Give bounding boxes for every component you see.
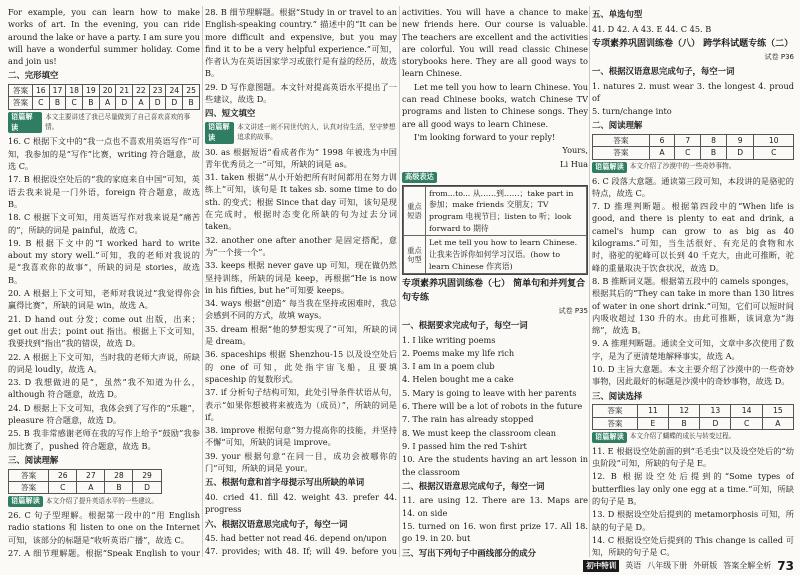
letter-paragraph: Let me tell you how to learn Chinese. You can read Chinese books, watch Chinese TV programs and listen to Chinese songs. They are all good ways to learn Chinese.: [402, 81, 588, 129]
section-title: 五、根据句意和首字母提示写出所缺的单词: [205, 477, 365, 488]
tag-label: 语篇解读: [8, 112, 42, 134]
footer-subject: 英语: [625, 561, 642, 570]
list-item: 9. I passed him the red T-shirt: [402, 440, 527, 451]
answer-line: 1. natures 2. must wear 3. the longest 4. proud of: [592, 80, 794, 103]
list-item: 18. C 根据下文可知，用英语写作对我来说是“痛苦的”，所缺的词是 painful，故选 C。: [8, 212, 200, 235]
section-title: 三、阅读选择: [592, 390, 643, 401]
table-cell: 16: [32, 85, 49, 97]
tag-label: 高级表达: [402, 172, 437, 183]
column-divider: [399, 6, 400, 557]
intro-paragraph: For example, you can learn how to make works of art. In the evening, you can ride around the lake or have a party. I am sure you will have a wonderful summer holiday. Come and join us!: [8, 7, 200, 67]
table-cell: 26: [49, 469, 77, 481]
answer-list: [8, 135, 200, 451]
table-cell: B: [83, 97, 100, 109]
answer-line: 41. D 42. A 43. E 44. C 45. B: [592, 23, 712, 34]
table-cell: 24: [166, 85, 183, 97]
answer-list: [8, 509, 200, 557]
box-row-head: 重点句型: [404, 236, 426, 274]
section-title: 三、阅读理解: [8, 454, 59, 465]
list-item: 2. Poems make my life rich: [402, 347, 515, 358]
tag-line: [205, 122, 397, 144]
tag-note: 本文介绍了提升英语水平的一些建议。: [45, 496, 158, 505]
list-item: 3. I am in a poem club: [402, 361, 495, 372]
section-title: 一、根据要求完成句子，每空一词: [402, 319, 528, 330]
table-cell: 21: [116, 85, 133, 97]
answer-list: [592, 175, 794, 388]
letter-paragraph: I'm looking forward to your reply!: [414, 131, 556, 142]
table-cell: 14: [731, 405, 762, 417]
table-cell: 8: [701, 135, 727, 147]
list-item: 39. your 根据句意“在同一目，成功会被哪你的门”可知，所缺的词是 your。: [205, 450, 397, 473]
tag-line: [592, 432, 794, 443]
table-cell: 10: [754, 135, 794, 147]
table-cell: E: [637, 417, 668, 429]
table-cell: 答案: [9, 469, 49, 481]
list-item: 17. B 根据设空处后的“我的家庭来自中国”可知，英语去我来说是一门外语，foreign 符合题意，故选 B。: [8, 174, 200, 209]
answer-line: 45. had better not read 46. depend on/upon: [205, 533, 387, 544]
box-row-text: from...to... 从……到……；take part in 参加；make friends 交朋友；TV program 电视节目；listen to 听；look forward to 期待: [426, 186, 587, 236]
answer-table: [592, 134, 794, 160]
table-cell: 答案: [593, 405, 638, 417]
tag-line: [592, 162, 794, 173]
list-item: 28. B 细节理解题。根据“Study in or travel to an English-speaking country.” 描述中的“It can be more difficult and expensive, but you may find it to be a very helpful experience.”可知，作者认为在英语国家学习或旅行是有益的经历，故选 B。: [205, 7, 397, 79]
page-footer: [560, 559, 794, 573]
column-3: [402, 6, 588, 557]
list-item: 34. ways 根据“创造” 每当我在坚持或困难时，我总会感到不同的方式，故填 ways。: [205, 298, 397, 321]
table-cell: 答案: [593, 147, 650, 159]
tag-label: 语篇解读: [8, 496, 43, 507]
table-cell: D: [700, 417, 731, 429]
section-title: 六、根据汉语意思完成句子，每空一词: [205, 518, 348, 529]
table-cell: C: [32, 97, 49, 109]
list-item: 6. C 段落大意题。通读第三段可知，本段讲的是骆驼的特点，故选 C。: [592, 175, 794, 198]
footer-grade: 八年级下册: [647, 561, 688, 570]
list-item: 6. There will be a lot of robots in the future: [402, 401, 583, 412]
list-item: 38. improve 根据句意“努力提高你的技能，并坚持不懈”可知，所缺的词是 improve。: [205, 425, 397, 448]
footer-answers: 答案全解全析: [723, 561, 772, 570]
list-item: 30. as 根据短语“看成者作为” 1998 年被选为中国青年优秀员之一”可知，所缺的词是 as。: [205, 146, 397, 169]
table-cell: 12: [669, 405, 700, 417]
list-item: 37. if 分析句子结构可知，此处引导条件状语从句，表示“如果你想被将来被选为（成员）”，所缺的词是 if。: [205, 387, 397, 422]
tag-label: 语篇解读: [592, 432, 627, 443]
tag-line: [8, 496, 200, 507]
table-cell: B: [105, 481, 133, 493]
column-4: [592, 6, 794, 557]
table-cell: C: [731, 417, 762, 429]
list-item: 35. dream 根据“他的梦想实现了”可知，所缺的词是 dream。: [205, 323, 397, 347]
exercise-reference: 试卷 P36: [764, 53, 794, 62]
list-item: 7. The rain has already stopped: [402, 414, 534, 425]
section-title: 三、写出下列句子中画线部分的成分: [402, 547, 536, 557]
list-item: 12. B 根据设空处后提到的“Some types of butterflies lay only one egg at a time.”可知，所缺的句子是 B。: [592, 471, 794, 507]
footer-edition: 外研版: [693, 561, 718, 570]
table-cell: 答案: [9, 97, 33, 109]
table-cell: A: [77, 481, 105, 493]
table-cell: 11: [637, 405, 668, 417]
answer-list: [205, 146, 397, 475]
answer-list: [402, 334, 588, 478]
list-item: 24. D 根据上下文可知，我体会到了写作的“乐趣”，pleasure 符合题意，故选 D。: [8, 402, 200, 425]
table-cell: A: [99, 97, 116, 109]
list-item: 23. D 我想做进的是“，虽然”我不知道为什么，although 符合题意，故选 D。: [8, 377, 200, 400]
box-row-head: 重点短语: [404, 186, 426, 236]
table-cell: 20: [99, 85, 116, 97]
exercise-reference: 试卷 P35: [558, 307, 588, 316]
answer-list: [205, 6, 397, 105]
tag-note: 本文讲述一则不同世代的人，认真对待生活，坚守梦想追求的故事。: [237, 122, 396, 141]
table-cell: 29: [133, 469, 161, 481]
answer-line: 15. turned on 16. won first prize 17. All 18. go 19. in 20. but: [402, 521, 588, 544]
tag-note: 本文主要讲述了我已尽量做到了自己喜欢喜欢的事情。: [45, 112, 191, 131]
table-cell: B: [669, 417, 700, 429]
table-cell: 23: [149, 85, 166, 97]
list-item: 10. D 主旨大意题。本文主要介绍了沙漠中的一些奇妙事物，因此最好的标题是沙漠中的奇妙事物，故选 D。: [592, 364, 794, 387]
list-item: 13. D 根据设空处后提到的 metamorphosis 可知，所缺的句子是 D。: [592, 509, 794, 532]
table-cell: A: [762, 417, 793, 429]
table-cell: 答案: [9, 481, 49, 493]
list-item: 26. C 句子型理解。根据第一段中的“用 English radio stations 和 listen to one on the Internet 可知，该部分的标题是“收听英语广播”，故选 C。: [8, 510, 200, 545]
exercise-title: 专项素养巩固训练卷（七） 简单句和并列复合句专练: [402, 279, 586, 303]
tag-note: 本文介绍了沙漠中的一些奇妙事物。: [629, 162, 736, 171]
tag-line: [8, 112, 200, 134]
answer-line: 5. turn/change into: [592, 106, 672, 117]
letter-paragraph: activities. You will have a chance to make new friends here. Our course is valuable. The teachers are excellent and the activities are colorful. You will read classic Chinese storybooks here. They are all good ways to learn Chinese.: [402, 7, 588, 79]
list-item: 7. D 推理判断题。根据第四段中的“When life is good, and there is plenty to eat and drink, a camel's hump can grow to as big as 40 kilograms.”可知，当生活很好、有充足的食物和水时，骆驼的驼峰可以长到 40 千克大，由此可推断，驼峰的重量取决于饮食状况，故选 D。: [592, 201, 794, 273]
table-cell: B: [701, 147, 727, 159]
answer-table: [592, 404, 794, 430]
table-cell: 答案: [593, 135, 650, 147]
table-cell: C: [675, 147, 701, 159]
page-number: 73: [777, 559, 794, 573]
table-cell: 19: [83, 85, 100, 97]
table-cell: 15: [762, 405, 793, 417]
table-cell: D: [726, 147, 754, 159]
list-item: 10. Are the students having an art lesson in the classroom: [402, 454, 588, 477]
column-divider: [202, 6, 203, 557]
list-item: 11. E 根据设空处前面的到“毛毛虫”以及设空处后的“幼虫阶段”可知，所缺的句子是 E。: [592, 445, 794, 469]
table-cell: 7: [675, 135, 701, 147]
list-item: 21. D hand out 分发；come out 出版，出来；get out 出去；point out 指出。根据上下文可知，我要找到“指出”我的错误，故选 D。: [8, 313, 200, 349]
table-cell: 17: [49, 85, 66, 97]
table-cell: 6: [649, 135, 675, 147]
section-title: 五、单选句型: [592, 9, 643, 19]
table-cell: A: [133, 97, 150, 109]
list-item: 8. B 推断词义题。根据第五段中的 camels sponges，根据其后的“They can take in more than 130 litres of water in one short drink.”可知，它们可以短时间内吸收超过 130 升的水。由此可推断，该词意为“海绵”，故选 B。: [592, 275, 794, 336]
answer-line: 11. are using 12. There are 13. Maps are 14. on side: [402, 495, 588, 518]
answer-table: [8, 84, 200, 110]
table-cell: 27: [77, 469, 105, 481]
list-item: 16. C 根据下文中的“我一点也不喜欢用英语写作”可知，我参加的是“写作”比赛，writing 符合题意，故选 C。: [8, 136, 200, 172]
section-title: 二、阅读理解: [592, 120, 643, 131]
list-item: 14. C 根据设空处后提到的 This change is called 可知，所缺的句子是 C。: [592, 534, 794, 557]
table-cell: B: [183, 97, 200, 109]
list-item: 25. B 我非常感谢老师在我的写作上给予“鼓励”我参加比赛了，pushed 符合题意，故选 B。: [8, 428, 200, 451]
list-item: 19. B 根据下文中的“I worked hard to write about my story well.”可知，我的老师对我说的是“我喜欢你的故事”，所缺的词是 stories，故选 B。: [8, 237, 200, 285]
brand-logo: 初中特训: [583, 560, 619, 571]
column-2: [205, 6, 397, 557]
column-1: [8, 6, 200, 557]
list-item: 5. Mary is going to leave with her parents: [402, 387, 577, 398]
table-cell: 22: [133, 85, 150, 97]
answer-line: 40. cried 41. fill 42. weight 43. prefer 44. progress: [205, 491, 397, 515]
list-item: 22. A 根据上下文可知，当时我的老师大声说，所缺的词是 loudly，故选 A。: [8, 351, 200, 374]
answer-line: 47. provides; with 48. If; will 49. before you: [205, 546, 397, 557]
list-item: 9. A 推理判断题。通读全文可知，文章中多次使用了数字，是为了更清楚地解释事实，故选 A。: [592, 338, 794, 361]
exercise-title: 专项素养巩固训练卷（八） 跨学科试题专练（二）: [592, 38, 794, 49]
list-item: 20. A 根据上下文可知，老师对我说过“我觉得你会赢得比赛”，所缺的词是 win，故选 A。: [8, 288, 200, 311]
table-cell: 18: [66, 85, 83, 97]
list-item: 29. D 写作意图题。本文针对提高英语水平提出了一些建议，故选 D。: [205, 81, 397, 105]
tag-line: [402, 172, 588, 183]
table-cell: 答案: [9, 85, 33, 97]
letter-signature: Li Hua: [560, 158, 588, 169]
answer-table: [8, 469, 162, 495]
tag-note: 本文介绍了蝴蝶的成长与转变过程。: [629, 432, 736, 441]
section-title: 二、根据汉语意思完成句子，每空一词: [402, 480, 545, 491]
table-cell: D: [116, 97, 133, 109]
list-item: 33. keeps 根据 never gave up 可知，现在做仍然坚持训练，所缺的词是 keep，再根据“He is now in his fifties, but he”可知要 keeps。: [205, 260, 397, 295]
list-item: 8. We must keep the classroom clean: [402, 427, 557, 438]
tag-label: 语篇解读: [592, 162, 627, 173]
list-item: 27. A 细节理解题。根据“Speak English to your: [8, 547, 200, 557]
table-cell: B: [49, 97, 66, 109]
table-cell: 13: [700, 405, 731, 417]
list-item: 31. taken 根据“从小开始把所有时间都用在努力训练上”可知，该句是 It takes sb. some time to do sth. 的变式；根据 Since that day 可知，该句是现在完成时，根据时态变化所缺的句为过去分词 taken。: [205, 172, 397, 232]
list-item: 4. Helen bought me a cake: [402, 374, 514, 385]
table-cell: 28: [105, 469, 133, 481]
table-cell: 25: [183, 85, 200, 97]
column-divider: [589, 6, 590, 557]
list-item: 36. spaceships 根据 Shenzhou-15 以及设空处后的 one of 可知，此处指宇宙飞船，且要填 spaceship 的复数形式。: [205, 349, 397, 384]
table-cell: D: [149, 97, 166, 109]
table-cell: C: [49, 481, 77, 493]
list-item: 1. I like writing poems: [402, 334, 496, 345]
section-title: 一、根据汉语意思完成句子，每空一词: [592, 65, 735, 76]
expression-box: [402, 185, 588, 276]
table-cell: 答案: [593, 417, 638, 429]
table-cell: D: [133, 481, 161, 493]
table-cell: 9: [726, 135, 754, 147]
table-cell: C: [754, 147, 794, 159]
table-cell: C: [66, 97, 83, 109]
table-cell: A: [649, 147, 675, 159]
list-item: 32. another one after another 是固定搭配，意为“一个接一个”。: [205, 234, 397, 257]
letter-closing: Yours,: [562, 145, 588, 156]
tag-label: 语篇解读: [205, 122, 234, 144]
section-title: 二、完形填空: [8, 70, 59, 81]
table-cell: D: [166, 97, 183, 109]
answer-list: [592, 445, 794, 557]
box-row-text: Let me tell you how to learn Chinese. 让我来告诉你如何学习汉语。(how to learn Chinese 作宾语): [426, 236, 587, 274]
section-title: 四、短文填空: [205, 108, 256, 119]
